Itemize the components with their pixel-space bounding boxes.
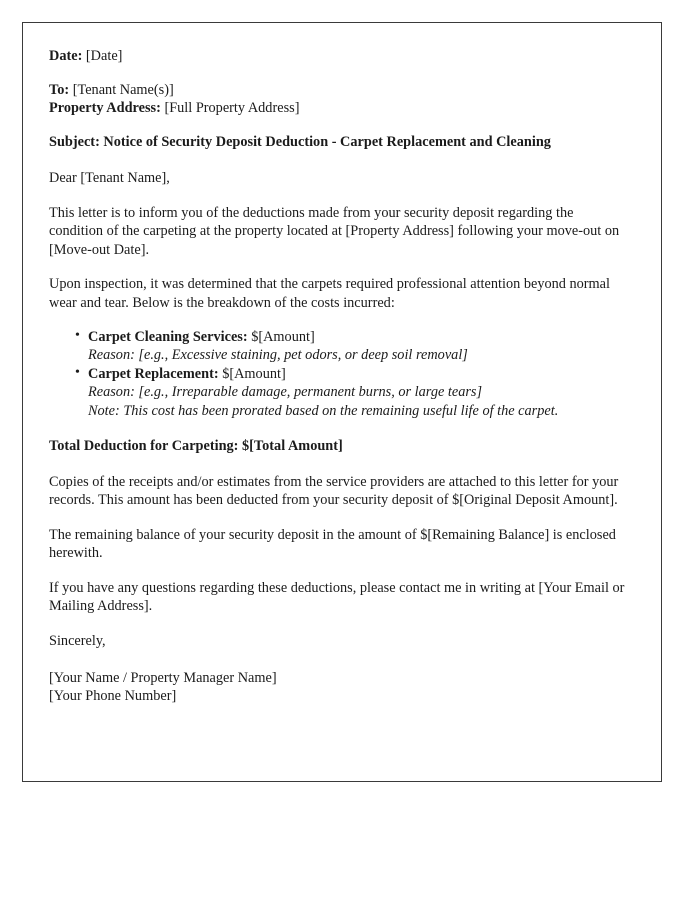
total-deduction-line: Total Deduction for Carpeting: $[Total Amount] (49, 438, 343, 455)
signature-name: [Your Name / Property Manager Name] (49, 669, 277, 686)
list-item (49, 365, 627, 420)
letter-page (22, 22, 662, 782)
paragraph-balance: The remaining balance of your security deposit in the amount of $[Remaining Balance] is enclosed herewith. (49, 526, 616, 562)
to-label: To: (49, 82, 70, 98)
list-item (49, 328, 627, 365)
to-value: [Tenant Name(s)] (72, 82, 174, 98)
closing: Sincerely, (49, 632, 106, 649)
deduction-reason: Reason: [e.g., Excessive staining, pet odors, or deep soil removal] (88, 347, 468, 364)
property-address-value: [Full Property Address] (164, 100, 300, 116)
deduction-amount: $[Amount] (222, 365, 286, 382)
date-value: [Date] (85, 48, 123, 64)
property-address-line (49, 99, 627, 117)
date-block (49, 47, 627, 65)
recipient-block (49, 81, 627, 117)
deduction-heading (88, 328, 627, 346)
salutation: Dear [Tenant Name], (49, 170, 170, 186)
deduction-list (49, 328, 627, 420)
deduction-reason: Reason: [e.g., Irreparable damage, permanent burns, or large tears] (88, 384, 483, 401)
to-line (49, 81, 627, 99)
subject-line: Subject: Notice of Security Deposit Deduction - Carpet Replacement and Cleaning (49, 134, 551, 150)
paragraph-receipts: Copies of the receipts and/or estimates from the service providers are attached to this letter for your records. This amount has been deducted from your security deposit of $[Original Deposit Amount]. (49, 474, 619, 509)
paragraph-intro: This letter is to inform you of the deductions made from your security deposit regarding the condition of the carpeting at the property located at [Property Address] following your move-out on [Move-out Date]. (49, 205, 620, 258)
letter-content (23, 23, 661, 705)
date-line (49, 47, 627, 65)
deduction-heading (88, 365, 627, 383)
paragraph-contact: If you have any questions regarding these deductions, please contact me in writing at [Your Email or Mailing Address]. (49, 579, 625, 615)
signature-phone: [Your Phone Number] (49, 687, 177, 704)
paragraph-inspection: Upon inspection, it was determined that the carpets required professional attention beyond normal wear and tear. Below is the breakdown of the costs incurred: (49, 276, 610, 311)
deduction-label: Carpet Replacement: (88, 365, 219, 382)
deduction-amount: $[Amount] (251, 329, 315, 346)
date-label: Date: (49, 48, 83, 64)
property-address-label: Property Address: (49, 100, 161, 116)
deduction-note: Note: This cost has been prorated based on the remaining useful life of the carpet. (88, 402, 559, 419)
deduction-label: Carpet Cleaning Services: (88, 329, 248, 346)
signature-block (49, 669, 627, 706)
